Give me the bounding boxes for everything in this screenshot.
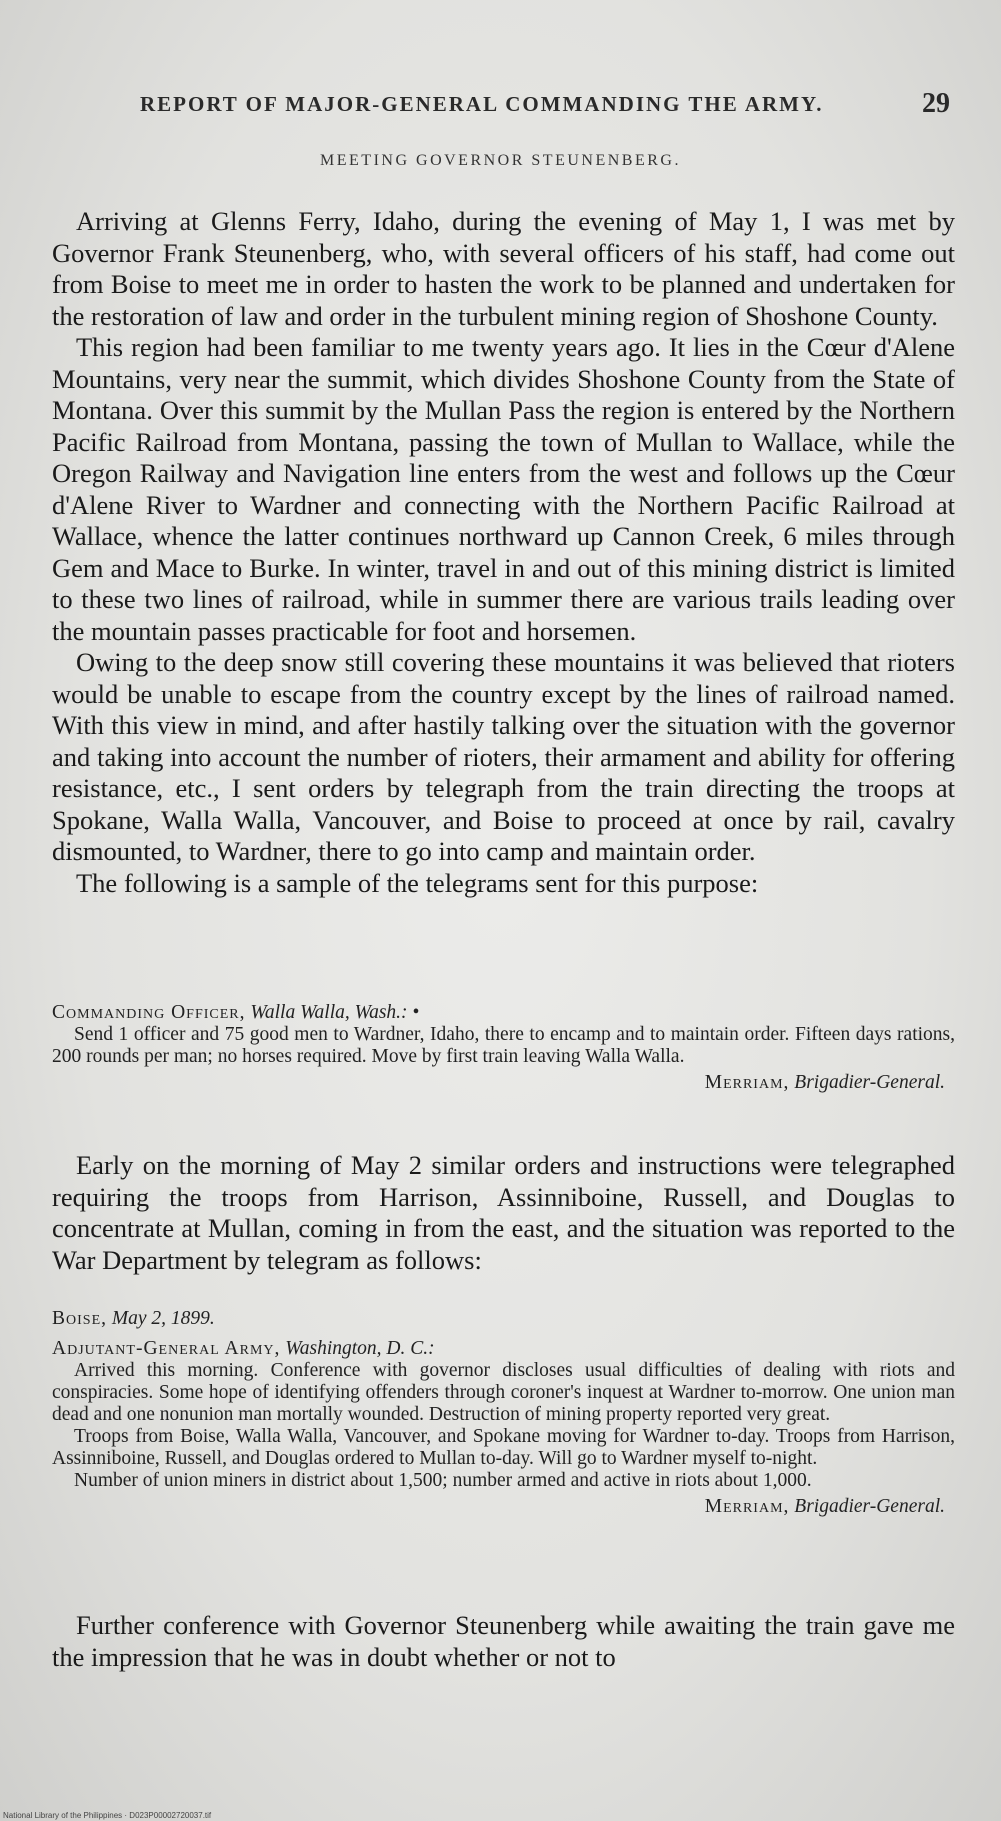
signature-title: Brigadier-General. [794, 1072, 945, 1093]
telegram-addressee: Commanding Officer, [52, 1002, 246, 1023]
running-title: REPORT OF MAJOR-GENERAL COMMANDING THE ARMY. [140, 92, 824, 116]
telegram-signature [52, 1496, 955, 1518]
section-title: MEETING GOVERNOR STEUNENBERG. [320, 152, 681, 169]
telegram-address [52, 1002, 955, 1024]
telegram-dateline [52, 1308, 955, 1330]
telegram-line: Troops from Boise, Walla Walla, Vancouver, and Spokane moving for Wardner to-day. Troops from Harrison, Assinniboine, Russell, and Douglas ordered to Mullan to-day. Will go to Wardner myself to-night. [52, 1426, 955, 1469]
paragraph: Early on the morning of May 2 similar orders and instructions were telegraphed requiring the troops from Harrison, Assinniboine, Russell, and Douglas to concentrate at Mullan, coming in from the east, and the situation was reported to the War Department by telegram as follows: [52, 1150, 955, 1275]
paragraph: Further conference with Governor Steunenberg while awaiting the train gave me the impression that he was in doubt whether or not to [52, 1610, 955, 1672]
body-text-top [52, 206, 955, 899]
dateline-place: Boise, [52, 1308, 107, 1329]
paragraph: Owing to the deep snow still covering these mountains it was believed that rioters would be unable to escape from the country except by the lines of railroad named. With this view in mind, and after hastily talking over the situation with the governor and taking into account the number of rioters, their armament and ability for offering resistance, etc., I sent orders by telegraph from the train directing the troops at Spokane, Walla Walla, Vancouver, and Boise to proceed at once by rail, cavalry dismounted, to Wardner, there to go into camp and maintain order. [52, 647, 955, 866]
running-head [140, 88, 950, 119]
telegram-war-department [52, 1338, 955, 1518]
signature-name: Merriam, [704, 1072, 790, 1093]
telegram-walla-walla [52, 1002, 955, 1094]
telegram-location: Walla Walla, Wash.: • [250, 1002, 420, 1023]
telegram-address [52, 1338, 955, 1360]
telegram-line: Arrived this morning. Conference with governor discloses usual difficulties of dealing with riots and conspiracies. Some hope of identifying offenders through coroner's inquest at Wardner to-morrow. One union man dead and one nonunion man mortally wounded. Destruction of mining property reported very great. [52, 1360, 955, 1425]
scan-footer: National Library of the Philippines · D023P00002720037.tif [3, 1811, 212, 1820]
telegram-text: Send 1 officer and 75 good men to Wardner, Idaho, there to encamp and to maintain order. Fifteen days rations, 200 rounds per man; no horses required. Move by first train leaving Walla Walla. [52, 1024, 955, 1067]
dateline-date: May 2, 1899. [111, 1308, 215, 1329]
telegram-location: Washington, D. C.: [285, 1338, 435, 1359]
paragraph: This region had been familiar to me twenty years ago. It lies in the Cœur d'Alene Mountains, very near the summit, which divides Shoshone County from the State of Montana. Over this summit by the Mullan Pass the region is entered by the Northern Pacific Railroad from Montana, passing the town of Mullan to Wallace, while the Oregon Railway and Navigation line enters from the west and follows up the Cœur d'Alene River to Wardner and connecting with the Northern Pacific Railroad at Wallace, whence the latter continues northward up Cannon Creek, 6 miles through Gem and Mace to Burke. In winter, travel in and out of this mining district is limited to these two lines of railroad, while in summer there are various trails leading over the mountain passes practicable for foot and horsemen. [52, 332, 955, 646]
telegram-signature [52, 1072, 955, 1094]
page-number: 29 [922, 88, 950, 119]
body-text-bottom [52, 1610, 955, 1673]
telegram-line: Number of union miners in district about 1,500; number armed and active in riots about 1,000. [74, 1470, 812, 1491]
signature-title: Brigadier-General. [794, 1496, 945, 1517]
paragraph: The following is a sample of the telegrams sent for this purpose: [76, 867, 759, 898]
body-text-middle [52, 1150, 955, 1276]
paragraph: Arriving at Glenns Ferry, Idaho, during the evening of May 1, I was met by Governor Frank Steunenberg, who, with several officers of his staff, had come out from Boise to meet me in order to hasten the work to be planned and undertaken for the restoration of law and order in the turbulent mining region of Shoshone County. [52, 206, 955, 331]
signature-name: Merriam, [704, 1496, 790, 1517]
telegram-addressee: Adjutant-General Army, [52, 1338, 281, 1359]
